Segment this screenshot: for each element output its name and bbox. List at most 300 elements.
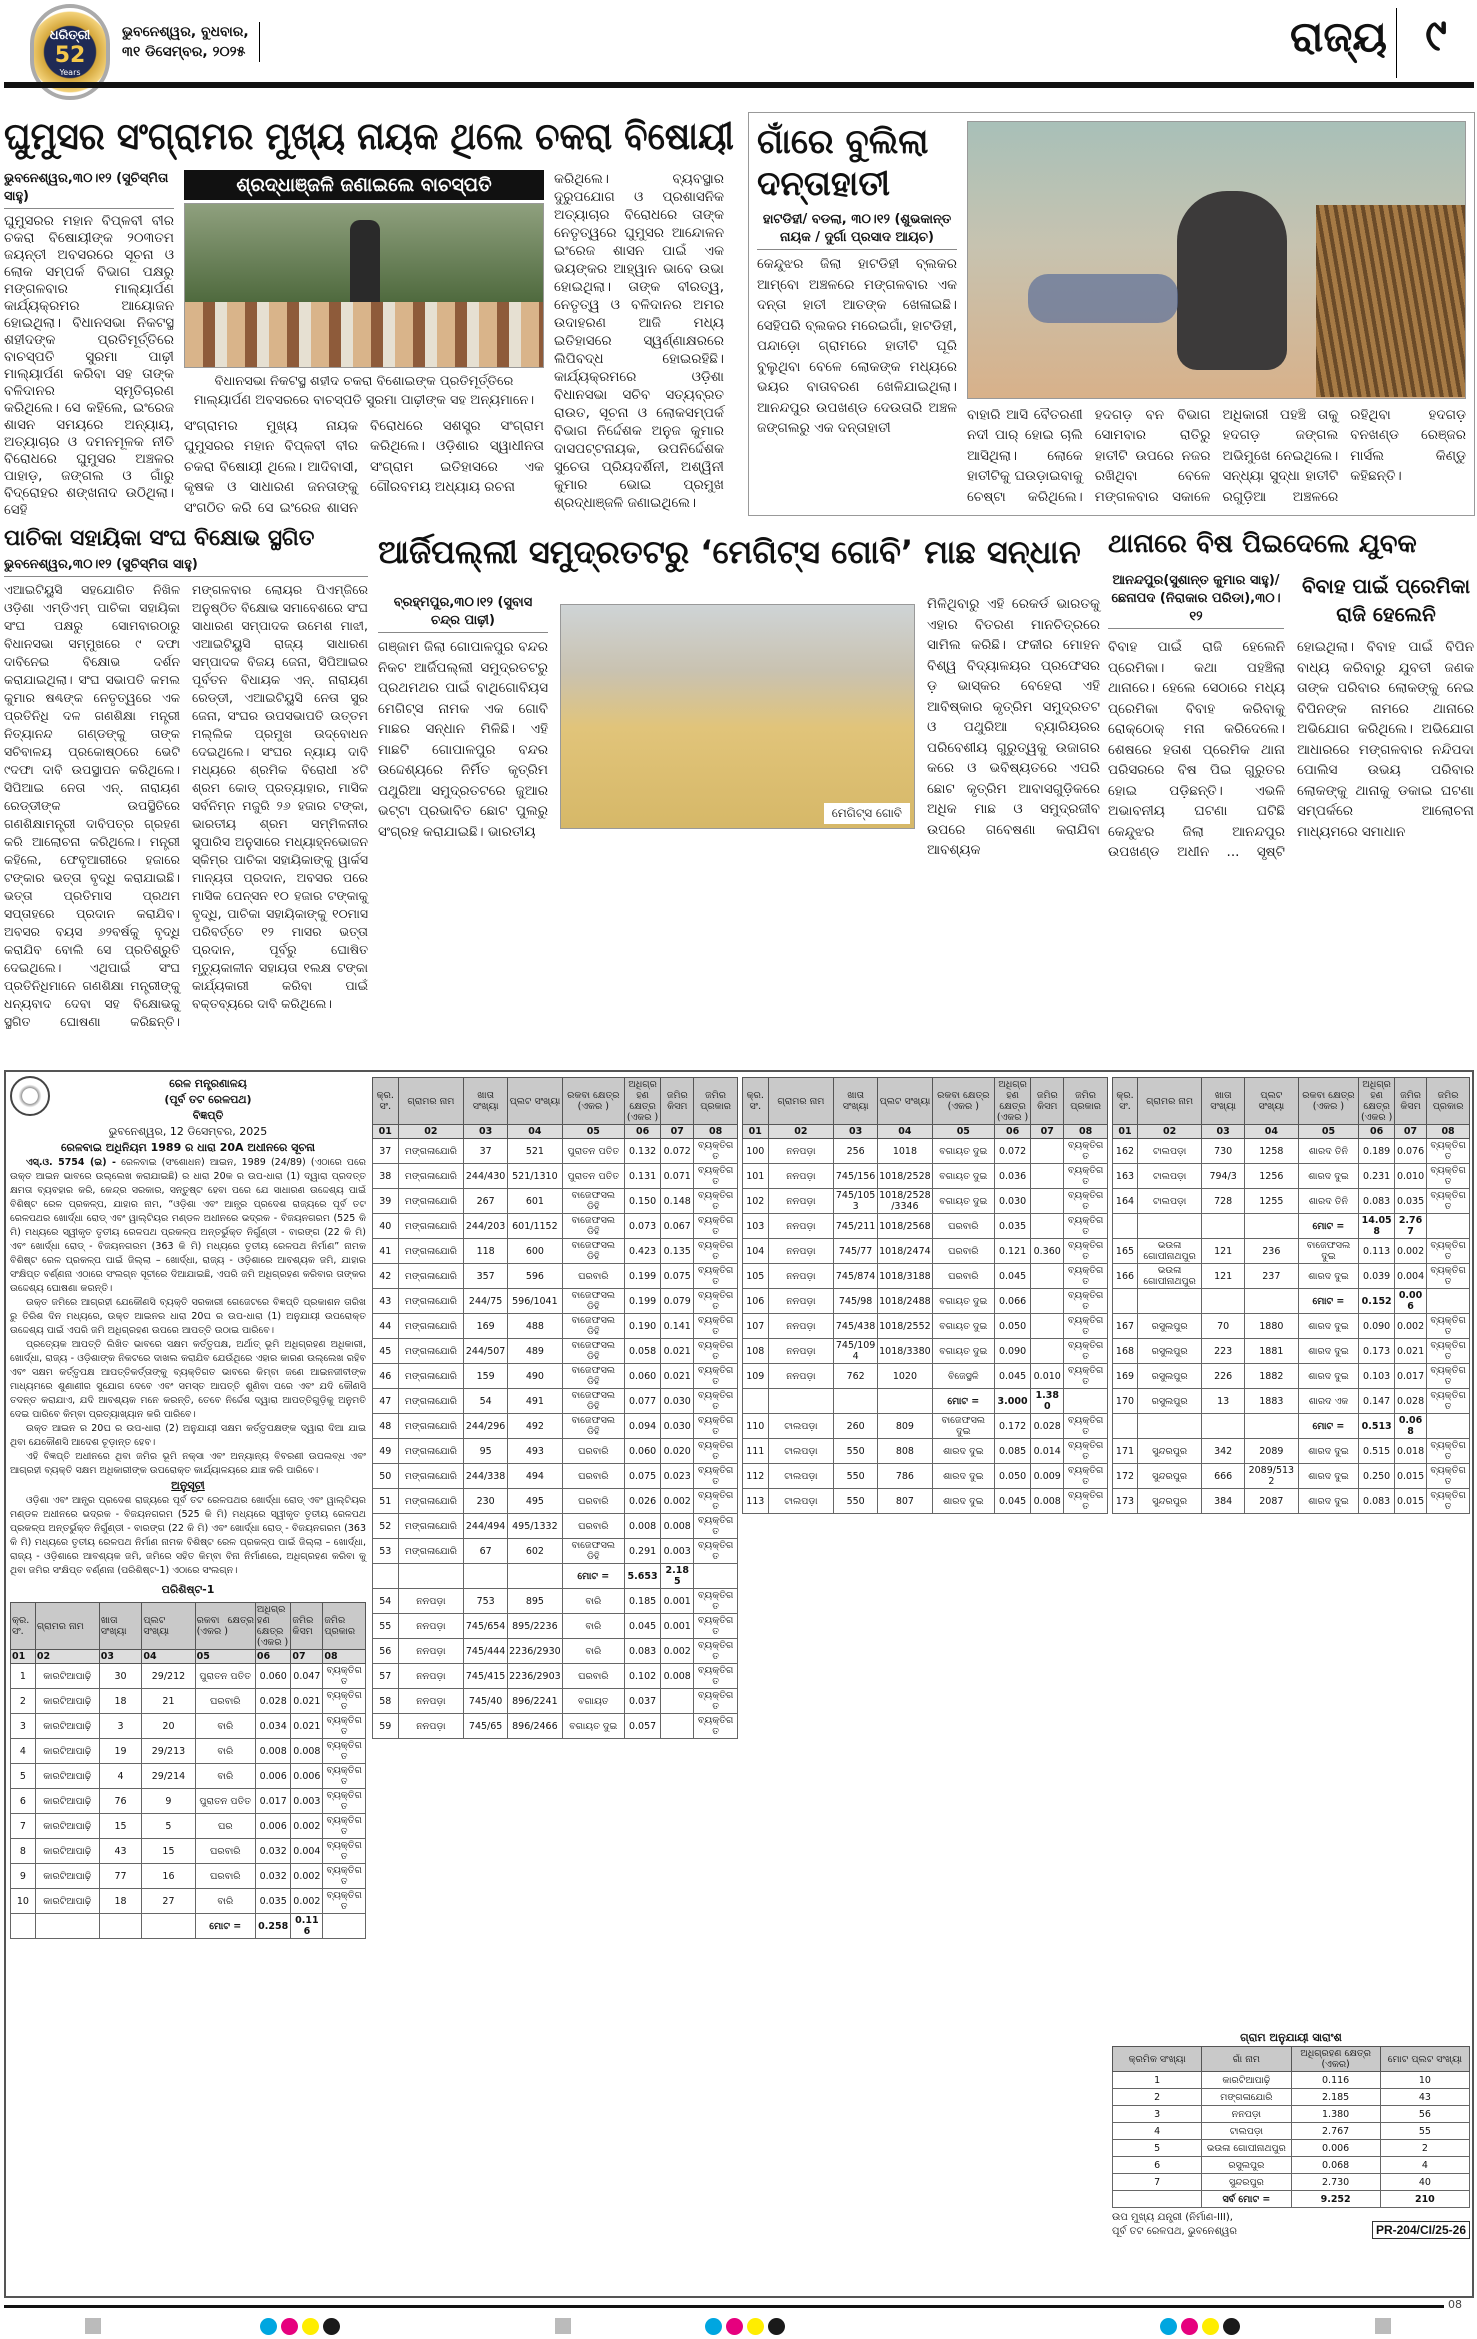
table-cell: ବାଜେଫସଲ ଦୁଇ [1298, 1239, 1359, 1264]
table-cell: ନନପଡ଼ା [398, 1714, 464, 1739]
table-cell: ପୁରାତନ ପତିତ [562, 1139, 624, 1164]
masthead [0, 0, 1477, 90]
column-header: ପ୍ଲଟ ସଂଖ୍ୟା [878, 1078, 933, 1125]
table-cell: ବ୍ୟକ୍ତିଗତ [1427, 1264, 1470, 1289]
table-cell: 0.045 [624, 1614, 661, 1639]
table-cell: ଶାରଦ ଦୁଇ [932, 1489, 994, 1514]
table-cell: 0.085 [994, 1439, 1031, 1464]
table-cell [1427, 1289, 1470, 1314]
table-cell: ବ୍ୟକ୍ତିଗତ [323, 1889, 366, 1914]
table-cell: ବାଜେଫସଲ ଡିହି [562, 1539, 624, 1564]
table-row [373, 1439, 738, 1464]
table-cell: ଘରବାରି [195, 1839, 255, 1864]
table-row [1113, 1239, 1470, 1264]
table-cell: ଘରବାରି [562, 1514, 624, 1539]
table-cell: 2.767 [1394, 1214, 1426, 1239]
table-cell: ବ୍ୟକ୍ତିଗତ [1427, 1389, 1470, 1414]
table-cell: 0.102 [624, 1664, 661, 1689]
table-cell: 236 [1245, 1239, 1299, 1264]
table-cell: 95 [464, 1439, 508, 1464]
table-cell: 7 [1113, 2174, 1202, 2191]
table-cell: 43 [1380, 2089, 1469, 2106]
table-cell: ବ୍ୟକ୍ତିଗତ [694, 1239, 738, 1264]
table-cell: 745/40 [464, 1689, 508, 1714]
ref-code: PR-204/CI/25-26 [1372, 2221, 1470, 2239]
column-number: 08 [694, 1125, 738, 1139]
table-cell: 0.072 [661, 1139, 694, 1164]
column-number: 08 [323, 1650, 366, 1664]
table-cell: 2236/2903 [508, 1664, 563, 1689]
table-cell: 601/1152 [508, 1214, 563, 1239]
table-cell: ସୁନ୍ଦରପୁର [1137, 1489, 1201, 1514]
table-cell: 47 [373, 1389, 399, 1414]
table-cell: 6 [1113, 2157, 1202, 2174]
table-cell: ବ୍ୟକ୍ତିଗତ [323, 1689, 366, 1714]
table-cell: ନନପଡ଼ା [768, 1189, 834, 1214]
table-cell: ମଙ୍ଗଳାଯୋରି [398, 1164, 464, 1189]
cook-body: ଏଆଇଟିୟୁସି ସହଯୋଗିତ ନିଖିଳ ଓଡ଼ିଶା ଏମ୍‌ଡିଏମ୍ ପାଚିକା ସହାୟିକା ସଂଘ ପକ୍ଷରୁ ସୋମବାରଠାରୁ ବିଧାନସଭା ସମ୍ମୁଖରେ ୯ ଦଫା ଦାବିନେଇ ବିକ୍ଷୋଭ ଦର୍ଶନ କରାଯାଇଥିଲା। ସଂଘ ସଭାପତି କମଲ କୁମାର ଷଣ୍ଢଙ୍କ ନେତୃତ୍ୱରେ ଏକ ପ୍ରତିନିଧି ଦଳ ଗଣଶିକ୍ଷା ମନ୍ତ୍ରୀ ନିତ୍ୟାନନ୍ଦ ଗଣ୍ଡଙ୍କୁ ତାଙ୍କ ସଚିବାଳୟ ପ୍ରକୋଷ୍ଠରେ ଭେଟି ୯ଦଫା ଦାବି ଉପସ୍ଥାପନ କରିଥିଲେ। ସିପିଆଇ ନେତା ଏନ୍. ନାରାୟଣ ରେଡ୍ଡୀଙ୍କ ଉପସ୍ଥିତିରେ ଗଣଶିକ୍ଷାମନ୍ତ୍ରୀ ଦାବିପତ୍ର ଗ୍ରହଣ କରି ଆଲୋଚନା କରିଥିଲେ। ମନ୍ତ୍ରୀ କହିଲେ, ଫେବୃଆରୀରେ ହଜାରେ ଟଙ୍କାର ଭତ୍ତା ବୃଦ୍ଧି କରାଯାଇଛି। ଭତ୍ତା ପ୍ରତିମାସ ପ୍ରଥମ ସପ୍ତାହରେ ପ୍ରଦାନ କରାଯିବ। ଅବସର ବୟସ ୬୨ବର୍ଷକୁ ବୃଦ୍ଧି କରାଯିବ ବୋଲି ସେ ପ୍ରତିଶ୍ରୁତି ଦେଇଥିଲେ। ଏଥିପାଇଁ ସଂଘ ପ୍ରତିନିଧିମାନେ ଗଣଶିକ୍ଷା ମନ୍ତ୍ରୀଙ୍କୁ ଧନ୍ୟବାଦ ଦେବା ସହ ବିକ୍ଷୋଭକୁ ସ୍ଥଗିତ ଘୋଷଣା କରିଛନ୍ତି। ମଙ୍ଗଳବାର ଲୋୟର ପିଏମ୍‌ଜିରେ ଅନୁଷ୍ଠିତ ବିକ୍ଷୋଭ ସମାବେଶରେ ସଂଘ ସାଧାରଣ ସମ୍ପାଦକ ଉମେଶ ମାଝୀ, ଏଆଇଟିୟୁସି ରାଜ୍ୟ ସାଧାରଣ ସମ୍ପାଦକ ବିଜୟ ଜେନା, ସିପିଆଇର ପୂର୍ବତନ ବିଧାୟକ ଏନ୍. ନାରାୟଣ ରେଡ୍ଡୀ, ଏଆଇଟିୟୁସି ନେତା ସୁର ଜେନା, ସଂଘର ଉପସଭାପତି ଉତ୍ତମ ମଲ୍ଲିକ ପ୍ରମୁଖ ଉଦ୍‌ବୋଧନ ଦେଇଥିଲେ। ସଂଘର ନ୍ୟାୟ ଦାବି ମଧ୍ୟରେ ଶ୍ରମିକ ବିରୋଧୀ ୪ଟି ଶ୍ରମ କୋଡ୍ ପ୍ରତ୍ୟାହାର, ମାସିକ ସର୍ବନିମ୍ନ ମଜୁରି ୨୬ ହଜାର ଟଙ୍କା, ଭାରତୀୟ ଶ୍ରମ ସମ୍ମିଳନୀର ସୁପାରିସ ଅନୁସାରେ ମଧ୍ୟାହ୍ନଭୋଜନ ସ୍କିମ୍‌ର ପାଚିକା ସହାୟିକାଙ୍କୁ ୱାର୍କସ ମାନ୍ୟତା ପ୍ରଦାନ, ଅବସର ପରେ ମାସିକ ପେନ୍‌ସନ ୧୦ ହଜାର ଟଙ୍କାକୁ ବୃଦ୍ଧି, ପାଚିକା ସହାୟିକାଙ୍କୁ ୧୦ମାସ ପରିବର୍ତ୍ତେ ୧୨ ମାସର ଭତ୍ତା ପ୍ରଦାନ, ପୂର୍ବରୁ ଘୋଷିତ ମୃତ୍ୟୁକାଳୀନ ସହାୟତା ୧ଲକ୍ଷ ଟଙ୍କା କାର୍ଯ୍ୟକାରୀ କରିବା ପାଇଁ ବକ୍ତବ୍ୟରେ ଦାବି କରିଥିଲେ। [4, 582, 368, 1029]
table-cell: ବ୍ୟକ୍ତିଗତ [694, 1664, 738, 1689]
table-cell: 244/430 [464, 1164, 508, 1189]
table-cell: 0.150 [624, 1189, 661, 1214]
table-cell: କାରଟିଆପାଢ଼ି [35, 1839, 99, 1864]
table-cell: 166 [1113, 1264, 1138, 1289]
table-cell: 0.513 [1359, 1414, 1395, 1439]
table-cell: ଶାରଦ ଦୁଇ [1298, 1339, 1359, 1364]
table-cell: 0.045 [994, 1489, 1031, 1514]
column-header: ଗ୍ରାମର ନାମ [1137, 1078, 1201, 1125]
table-cell: 103 [743, 1214, 769, 1239]
table-row [11, 1714, 366, 1739]
table-cell: ନନପଡ଼ା [398, 1589, 464, 1614]
table-cell: ରସୁଲପୁର [1137, 1364, 1201, 1389]
table-row [743, 1139, 1108, 1164]
magenta-dot-icon [1181, 2318, 1198, 2335]
table-cell: 0.002 [661, 1639, 694, 1664]
land-table-4 [1112, 1077, 1470, 1514]
lovers-headline: ଥାନାରେ ବିଷ ପିଇଦେଲେ ଯୁବକ [1108, 529, 1417, 559]
table-cell: 0.003 [291, 1789, 323, 1814]
table-cell: କାରଟିଆପାଢ଼ି [35, 1889, 99, 1914]
table-cell: 0.021 [661, 1364, 694, 1389]
table-cell: 745/415 [464, 1664, 508, 1689]
table-cell: ମଙ୍ଗଳାଯୋରି [398, 1539, 464, 1564]
table-cell: ବ୍ୟକ୍ତିଗତ [1064, 1414, 1108, 1439]
table-cell: ନନପଡ଼ା [1202, 2106, 1291, 2123]
column-number: 07 [291, 1650, 323, 1664]
table-cell [834, 1389, 878, 1414]
table-cell: 121 [1202, 1239, 1245, 1264]
table-row [743, 1289, 1108, 1314]
table-cell: ବ୍ୟକ୍ତିଗତ [694, 1314, 738, 1339]
column-number-row [373, 1125, 738, 1139]
total-row [373, 1564, 738, 1589]
table-cell: 0.009 [1031, 1464, 1064, 1489]
table-cell [1427, 1414, 1470, 1439]
table-cell: 0.135 [661, 1239, 694, 1264]
table-cell: ମଙ୍ଗଳାଯୋରି [398, 1139, 464, 1164]
table-cell [1427, 1214, 1470, 1239]
black-dot-icon [323, 2318, 340, 2335]
table-cell: 745/65 [464, 1714, 508, 1739]
dateline: ଆନନ୍ଦପୁର(ସୁଶାନ୍ତ କୁମାର ସାହୁ)/ ଛେନାପଦ (ନିରାକାର ପରିଡା),୩୦।୧୨ [1108, 572, 1284, 629]
table-cell [398, 1564, 464, 1589]
column-header: ଜମିର ପ୍ରକାର [1427, 1078, 1470, 1125]
table-cell: 244/75 [464, 1289, 508, 1314]
table-cell: 172 [1113, 1464, 1138, 1489]
table-cell: 40 [1380, 2174, 1469, 2191]
table-cell: 165 [1113, 1239, 1138, 1264]
table-cell: 666 [1202, 1464, 1245, 1489]
table-cell: 52 [373, 1514, 399, 1539]
table-cell: 0.002 [1394, 1239, 1426, 1264]
table-cell [1202, 1289, 1245, 1314]
table-cell: 0.172 [994, 1414, 1031, 1439]
dateline: ହାଟଡିହୀ/ ବଡଲା, ୩୦।୧୨ (ଶୁଭକାନ୍ତ ନାୟକ / ଦୁର୍ଗା ପ୍ରସାଦ ଆୟଚ) [757, 211, 957, 250]
table-cell: 30 [99, 1664, 142, 1689]
cyan-dot-icon [1160, 2318, 1177, 2335]
table-cell: 0.094 [624, 1414, 661, 1439]
table-cell: 745/1094 [834, 1339, 878, 1364]
column-number: 03 [834, 1125, 878, 1139]
table-cell: ବଗାୟତ ଦୁଇ [932, 1189, 994, 1214]
table-cell: ବ୍ୟକ୍ତିଗତ [1064, 1489, 1108, 1514]
table-cell: 18 [99, 1689, 142, 1714]
table-cell: 0.141 [661, 1314, 694, 1339]
table-cell: ବ୍ୟକ୍ତିଗତ [694, 1414, 738, 1439]
table-cell: 0.072 [994, 1139, 1031, 1164]
table-cell: 18 [99, 1889, 142, 1914]
table-row [1113, 1389, 1470, 1414]
table-cell: ମଙ୍ଗଳାଯୋରି [398, 1514, 464, 1539]
table-cell: 0.021 [291, 1689, 323, 1714]
table-cell: 2089/5132 [1245, 1464, 1299, 1489]
table-cell: 3.000 [994, 1389, 1031, 1414]
table-row [743, 1264, 1108, 1289]
table-cell: 0.008 [624, 1514, 661, 1539]
table-cell: ବଗାୟତ ଦୁଇ [562, 1714, 624, 1739]
table-row [743, 1439, 1108, 1464]
table-cell: 101 [743, 1164, 769, 1189]
table-cell: 495 [508, 1489, 563, 1514]
table-cell: ବ୍ୟକ୍ତିଗତ [1427, 1439, 1470, 1464]
dateline: ବ୍ରହ୍ମପୁର,୩୦।୧୨ (ସୁବାସ ଚନ୍ଦ୍ର ପାଢ଼ୀ) [378, 594, 548, 633]
table-row [373, 1614, 738, 1639]
table-cell: 67 [464, 1539, 508, 1564]
table-cell: 230 [464, 1489, 508, 1514]
table-cell: 745/654 [464, 1614, 508, 1639]
table-cell: 77 [99, 1864, 142, 1889]
table-cell [1031, 1339, 1064, 1364]
table-cell: 493 [508, 1439, 563, 1464]
table-cell [743, 1389, 769, 1414]
table-cell: ବ୍ୟକ୍ତିଗତ [1427, 1364, 1470, 1389]
table-cell: ବ୍ୟକ୍ତିଗତ [1427, 1339, 1470, 1364]
table-cell: ଭଉଳା ଗୋପୀନାଥପୁର [1202, 2140, 1291, 2157]
table-cell: 169 [464, 1314, 508, 1339]
table-cell: କାରଟିଆପାଢ଼ି [35, 1689, 99, 1714]
table-cell: ନନପଡ଼ା [768, 1139, 834, 1164]
column-number-row [743, 1125, 1108, 1139]
table-row [743, 1414, 1108, 1439]
land-table [10, 1602, 366, 1939]
table-header-row [373, 1078, 738, 1125]
column-header: ରକବା କ୍ଷେତ୍ର (ଏକର ) [1298, 1078, 1359, 1125]
table-cell: 19 [99, 1739, 142, 1764]
table-cell: ବ୍ୟକ୍ତିଗତ [1427, 1489, 1470, 1514]
table-cell: ନନପଡ଼ା [398, 1614, 464, 1639]
table-cell: 1 [11, 1664, 36, 1689]
masthead-rule [4, 82, 1474, 88]
table-cell: 0.199 [624, 1289, 661, 1314]
table-cell: 491 [508, 1389, 563, 1414]
total-row [1113, 1289, 1470, 1314]
table-cell: 56 [373, 1639, 399, 1664]
table-cell: ମଙ୍ଗଳାଯୋରି [1202, 2089, 1291, 2106]
summary-row [1113, 2157, 1470, 2174]
table-row [373, 1464, 738, 1489]
table-cell [1137, 1414, 1201, 1439]
table-cell: 0.060 [624, 1439, 661, 1464]
table-row [1113, 1489, 1470, 1514]
cyan-dot-icon [705, 2318, 722, 2335]
column-number: 04 [878, 1125, 933, 1139]
table-cell: 0.083 [624, 1639, 661, 1664]
table-cell: 0.231 [1359, 1164, 1395, 1189]
table-cell: 762 [834, 1364, 878, 1389]
elephant-headline: ଗାଁରେ ବୁଲିଲା ଦନ୍ତାହାତୀ [757, 122, 929, 204]
table-cell: 43 [373, 1289, 399, 1314]
table-row [373, 1139, 738, 1164]
table-cell: 0.006 [255, 1814, 291, 1839]
table-row [373, 1314, 738, 1339]
table-cell: 357 [464, 1264, 508, 1289]
fish-photo [560, 604, 915, 829]
table-cell: 601 [508, 1189, 563, 1214]
land-table-3 [742, 1077, 1108, 1514]
table-cell: ମୋଟ = [932, 1389, 994, 1414]
table-row [11, 1664, 366, 1689]
table-cell: 6 [11, 1789, 36, 1814]
column-header: ଜମିର କିସମ [1394, 1078, 1426, 1125]
table-cell: 1256 [1245, 1164, 1299, 1189]
table-cell: 244/507 [464, 1339, 508, 1364]
table-cell: ବ୍ୟକ୍ତିଗତ [323, 1739, 366, 1764]
table-row [743, 1214, 1108, 1239]
table-cell: 54 [464, 1389, 508, 1414]
table-row [1113, 1139, 1470, 1164]
table-cell: ରସୁଲପୁର [1137, 1314, 1201, 1339]
table-cell: 171 [1113, 1439, 1138, 1464]
table-cell: 0.006 [255, 1764, 291, 1789]
table-cell: ଟାଲପଡ଼ା [1137, 1189, 1201, 1214]
column-header: ମୋଟ ପ୍ଲଟ ସଂଖ୍ୟା [1380, 2047, 1469, 2072]
table-cell: ନନପଡ଼ା [768, 1214, 834, 1239]
column-number: 03 [99, 1650, 142, 1664]
column-header: ଜମିର ପ୍ରକାର [323, 1603, 366, 1650]
table-cell: 21 [142, 1689, 195, 1714]
table-cell: ବାରି [562, 1589, 624, 1614]
column-header: ଜମିର କିସମ [291, 1603, 323, 1650]
table-cell: ମଙ୍ଗଳାଯୋରି [398, 1264, 464, 1289]
yellow-dot-icon [1202, 2318, 1219, 2335]
table-cell: ବ୍ୟକ୍ତିଗତ [1427, 1239, 1470, 1264]
land-table-1 [10, 1602, 366, 1939]
cook-headline: ପାଚିକା ସହାୟିକା ସଂଘ ବିକ୍ଷୋଭ ସ୍ଥଗିତ [4, 526, 315, 551]
column-header: ଗ୍ରାମର ନାମ [768, 1078, 834, 1125]
table-cell: 0.002 [291, 1864, 323, 1889]
fish-story [378, 522, 1100, 1034]
notice-text: ରେଳ ମନ୍ତ୍ରଣାଳୟ (ପୂର୍ବ ତଟ ରେଳପଥ) ବିଜ୍ଞପ୍ତି ଭୁବନେଶ୍ୱର, 12 ଡିସେମ୍ବର, 2025 ରେଳବାଇ ଅଧିନିୟମ 1989 ର ଧାରା 20A ଅଧୀନରେ ସୂଚନା ଏସ୍.ଓ. 5754 (ଇ) - ରେଳବାଇ (ସଂଶୋଧନ) ଆଇନ, 1989 (24/89) (ଏଠାରେ ପରେ ଉକ୍ତ ଆଇନ ଭାବରେ ଉଲ୍ଲେଖ କରାଯାଇଛି) ର ଧାରା 20କ ର ଉପ-ଧାରା (1) ଦ୍ୱାରା ପ୍ରଦତ୍ତ କ୍ଷମତା ବ୍ୟବହାର କରି, କେନ୍ଦ୍ର ସରକାର, ସନ୍ତୁଷ୍ଟ ହେବା ପରେ ଯେ ସାଧାରଣ ଉଦ୍ଦେଶ୍ୟ ପାଇଁ ବିଶିଷ୍ଟ ରେଳ ପ୍ରକଳ୍ପ, ଯାହାର ନାମ, “ଓଡ଼ିଶା ଏବଂ ଆନ୍ଧ୍ର ପ୍ରଦେଶ ରାଜ୍ୟରେ ପୂର୍ବ ତଟ ରେଳପଥର ଖୋର୍ଦ୍ଧା ରୋଡ୍ ଏବଂ ୱାଲ୍ଟିୟର ମଣ୍ଡଳ ଅଧୀନରେ ଭଦ୍ରକ - ବିଜୟନଗରମ (525 କି ମି) ମଧ୍ୟରେ ସ୍ୱୀକୃତ ତୃତୀୟ ରେଳପଥ ପ୍ରକଳ୍ପ ଅନ୍ତର୍ଭୁକ୍ତ ନିର୍ଗୁଣ୍ଡୀ - ବାରଙ୍ଗ (22 କି ମି) ଏବଂ ଖୋର୍ଦ୍ଧା ରୋଡ୍ - ବିଜୟନଗରମ (363 କି ମି) ମଧ୍ୟରେ ତୃତୀୟ ରେଳପଥ ନିର୍ମାଣ” ନାମକ ବିଶିଷ୍ଟ ରେଳ ପ୍ରକଳ୍ପ ପାଇଁ ଜିଲ୍ଲା – ଖୋର୍ଦ୍ଧା, ରାଜ୍ୟ - ଓଡ଼ିଶାରେ ଆବଶ୍ୟକ ଜମି, ଯାହାର ସଂକ୍ଷିପ୍ତ ବର୍ଣ୍ଣନା ଏଠାରେ ସଂଲଗ୍ନ ସୂଚୀରେ ଦିଆଯାଇଛି, ଏପରି ଜମି ଅଧିଗ୍ରହଣ କରିବାର ତାଙ୍କର ଉଦ୍ଦେଶ୍ୟ ଘୋଷଣା କରନ୍ତି। ଉକ୍ତ ଜମିରେ ଆଗ୍ରହୀ ଯେକୌଣସି ବ୍ୟକ୍ତି ସରକାରୀ ଗେଜେଟରେ ବିଜ୍ଞପ୍ତି ପ୍ରକାଶନ ତାରିଖ ରୁ ତିରିଶ ଦିନ ମଧ୍ୟରେ, ଉକ୍ତ ଆଇନର ଧାରା 20ଘ ର ଉପ-ଧାରା (1) ଅନୁଯାୟୀ ଉପରୋକ୍ତ ଉଦ୍ଦେଶ୍ୟ ପାଇଁ ଏପରି ଜମି ଅଧିଗ୍ରହଣ ଉପରେ ଆପତ୍ତି ଉଠାଇ ପାରିବେ। ପ୍ରତ୍ୟେକ ଆପତ୍ତି ଲିଖିତ ଭାବରେ ସକ୍ଷମ କର୍ତ୍ତୃପକ୍ଷ, ଅର୍ଥାତ୍ ଭୂମି ଅଧିଗ୍ରହଣ ଅଧିକାରୀ, ଖୋର୍ଦ୍ଧା, ରାଜ୍ୟ - ଓଡ଼ିଶାଙ୍କ ନିକଟରେ ଦାଖଲ କରାଯିବ ଯେଉଁଥିରେ ଏହାର କାରଣ ଉଲ୍ଲେଖ ରହିବ ଏବଂ ସକ୍ଷମ କର୍ତ୍ତୃପକ୍ଷ ଆପତ୍ତିକର୍ତ୍ତାଙ୍କୁ ବ୍ୟକ୍ତିଗତ ଭାବରେ କିମ୍ବା ଜଣେ ଆଇନଜୀବୀଙ୍କ ମାଧ୍ୟମରେ ଶୁଣାଣୀର ସୁଯୋଗ ଦେବେ ଏବଂ ସମସ୍ତ ଆପତ୍ତି ଶୁଣିବା ପରେ ଏବଂ ଯଦି କୌଣସି ତଦନ୍ତ କରାଯାଏ, ଯଦି ଆବଶ୍ୟକ ମନେ କରନ୍ତି, ତେବେ ନିର୍ଦ୍ଦେଶ ଦ୍ୱାରା ଆପତ୍ତିଗୁଡ଼ିକୁ ଅନୁମତି ଦେଇ ପାରିବେ କିମ୍ବା ପ୍ରତ୍ୟାଖ୍ୟାନ କରି ପାରିବେ। ଉକ୍ତ ଆଇନ ର 20ଘ ର ଉପ-ଧାରା (2) ଅନୁଯାୟୀ ସକ୍ଷମ କର୍ତ୍ତୃପକ୍ଷଙ୍କ ଦ୍ୱାରା ଦିଆ ଯାଇ ଥିବା ଯେକୌଣସି ଆଦେଶ ଚୂଡ଼ାନ୍ତ ହେବ। ଏହି ବିଜ୍ଞପ୍ତି ଅଧୀନରେ ଥିବା ଜମିର ଭୂମି ନକ୍ସା ଏବଂ ଅନ୍ୟାନ୍ୟ ବିବରଣୀ ଉପଲବ୍ଧ ଏବଂ ଆଗ୍ରହୀ ବ୍ୟକ୍ତି ସକ୍ଷମ ଅଧିକାରୀଙ୍କ ଉପରୋକ୍ତ କାର୍ଯ୍ୟାଳୟରେ ଯାଞ୍ଚ କରି ପାରିବେ। ଅନୁସୂଚୀ ଓଡ଼ିଶା ଏବଂ ଆନ୍ଧ୍ର ପ୍ରଦେଶ ରାଜ୍ୟରେ ପୂର୍ବ ତଟ ରେଳପଥର ଖୋର୍ଦ୍ଧା ରୋଡ୍ ଏବଂ ୱାଲ୍ଟିୟର ମଣ୍ଡଳ ଅଧୀନରେ ଭଦ୍ରକ - ବିଜୟନଗରମ (525 କି ମି) ମଧ୍ୟରେ ସ୍ୱୀକୃତ ତୃତୀୟ ରେଳପଥ ପ୍ରକଳ୍ପ ଅନ୍ତର୍ଭୁକ୍ତ ନିର୍ଗୁଣ୍ଡୀ - ବାରଙ୍ଗ (22 କି ମି) ଏବଂ ଖୋର୍ଦ୍ଧା ରୋଡ୍ - ବିଜୟନଗରମ (363 କି ମି) ମଧ୍ୟରେ ତୃତୀୟ ରେଳପଥ ନିର୍ମାଣ ନାମକ ବିଶିଷ୍ଟ ରେଳ ପ୍ରକଳ୍ପ ପାଇଁ ଜିଲ୍ଲା – ଖୋର୍ଦ୍ଧା, ରାଜ୍ୟ - ଓଡ଼ିଶାରେ ଆବଶ୍ୟକ ଜମି, ଜମିରେ ସହିତ କିମ୍ବା ବିନା ନିର୍ମାଣରେ, ଅଧିଗ୍ରହଣ କରିବା କୁ ଥିବା ଜମିର ସଂକ୍ଷିପ୍ତ ବର୍ଣ୍ଣନା (ପରିଶିଷ୍ଟ-1) ଏଠାରେ ସଂଲଗ୍ନ। ପରିଶିଷ୍ଟ-1 କ୍ର. ସଂ. ଗ୍ରାମର ନାମ ଖାତା ସଂଖ୍ୟା ପ୍ଲଟ ସଂଖ୍ୟା ରକବା କ୍ଷେତ୍ର (ଏକର ) ଅଧିଗ୍ରହଣ କ୍ଷେତ୍ର (ଏକର ) ଜମିର କିସମ ଜମିର ପ୍ରକାର 01 02 03 04 05 06 07 08 1 କାରଟିଆପାଢ଼ି 30 29/212 ପୁରାତନ ପତିତ 0.060 0.047 ବ୍ୟକ୍ତିଗତ 2 କାରଟିଆପାଢ଼ି 18 21 ଘରବାରି 0.028 0.021 ବ୍ୟକ୍ତିଗତ 3 କାରଟିଆପାଢ଼ି 3 20 ବାରି 0.034 0.021 ବ୍ୟକ୍ତିଗତ 4 କାରଟିଆପାଢ଼ି 19 29/213 ବାରି 0.008 0.008 ବ୍ୟକ୍ତିଗତ 5 କାରଟିଆପାଢ଼ି 4 29/214 ବାରି 0.006 0.006 ବ୍ୟକ୍ତିଗତ 6 କାରଟିଆପାଢ଼ି 76 9 ପୁରାତନ ପତିତ 0.017 0.003 ବ୍ୟକ୍ତିଗତ 7 କାରଟିଆପାଢ଼ି 15 5 ଘର 0.006 0.002 ବ୍ୟକ୍ତିଗତ 8 କାରଟିଆପାଢ଼ି 43 15 ଘରବାରି 0.032 0.004 ବ୍ୟକ୍ତିଗତ 9 କାରଟିଆପାଢ଼ି 77 16 ଘରବାରି 0.032 0.002 ବ୍ୟକ୍ତିଗତ 10 କାରଟିଆପାଢ଼ି 18 27 ବାରି 0.035 0.002 ବ୍ୟକ୍ତିଗତ ମୋଟ = 0.258 0.116 [10, 1077, 366, 1937]
table-cell [1245, 1289, 1299, 1314]
table-cell: କାରଟିଆପାଢ଼ି [35, 1664, 99, 1689]
table-row [373, 1239, 738, 1264]
table-cell: 1018/2568 [878, 1214, 933, 1239]
table-cell: 0.021 [661, 1339, 694, 1364]
table-cell: 745/156 [834, 1164, 878, 1189]
table-row [373, 1214, 738, 1239]
table-cell: ବ୍ୟକ୍ତିଗତ [694, 1214, 738, 1239]
table-cell: 0.006 [1291, 2140, 1380, 2157]
table-cell: 0.068 [1291, 2157, 1380, 2174]
column-header: ରକବା କ୍ଷେତ୍ର (ଏକର ) [562, 1078, 624, 1125]
column-header: କ୍ରମିକ ସଂଖ୍ୟା [1113, 2047, 1202, 2072]
table-cell: ବାଜେଫସଲ ଦୁଇ [932, 1414, 994, 1439]
table-cell: 38 [373, 1164, 399, 1189]
table-cell [508, 1564, 563, 1589]
table-cell: 112 [743, 1464, 769, 1489]
table-cell: 0.026 [624, 1489, 661, 1514]
table-cell: ବାଜେଫସଲ ଡିହି [562, 1339, 624, 1364]
table-cell: 5.653 [624, 1564, 661, 1589]
column-header: ଗ୍ରାମର ନାମ [398, 1078, 464, 1125]
table-cell: 808 [878, 1439, 933, 1464]
column-number-row [1113, 1125, 1470, 1139]
table-cell: 42 [373, 1264, 399, 1289]
table-cell: 4 [99, 1764, 142, 1789]
table-cell: 0.002 [291, 1889, 323, 1914]
table-row [373, 1489, 738, 1514]
table-cell: 0.010 [1394, 1164, 1426, 1189]
table-cell: ବ୍ୟକ୍ତିଗତ [1064, 1339, 1108, 1364]
table-cell: ବ୍ୟକ୍ତିଗତ [694, 1339, 738, 1364]
table-cell: 0.030 [994, 1189, 1031, 1214]
table-cell: 1018/2552 [878, 1314, 933, 1339]
table-cell: 0.116 [291, 1914, 323, 1939]
table-cell: ବଗାୟତ ଦୁଇ [932, 1314, 994, 1339]
table-cell: 0.147 [1359, 1389, 1395, 1414]
table-cell: 244/338 [464, 1464, 508, 1489]
table-cell: ବ୍ୟକ୍ତିଗତ [1064, 1439, 1108, 1464]
table-row [743, 1464, 1108, 1489]
table-row [743, 1239, 1108, 1264]
footer-rule [4, 2305, 1444, 2308]
table-cell: 0.020 [661, 1439, 694, 1464]
table-header-row [11, 1603, 366, 1650]
table-cell: 0.045 [994, 1364, 1031, 1389]
table-cell: 384 [1202, 1489, 1245, 1514]
lovers-body: ବିବାହ ପାଇଁ ରାଜି ହେଲେନି ପ୍ରେମିକା। କଥା ପହଞ୍ଚିଲା ଥାନାରେ। ହେଲେ ସେଠାରେ ମଧ୍ୟ ପ୍ରେମିକା ବିବାହ କରିବାକୁ ରୋକ୍‌ଠୋକ୍ ମନା କରିଦେଲେ। ଶେଷରେ ହତାଶ ପ୍ରେମିକ ଥାନା ପରିସରରେ ବିଷ ପିଇ ଗୁରୁତର ହୋଇ ପଡ଼ିଛନ୍ତି। ଏଭଳି ଅଭାବନୀୟ ଘଟଣା ଘଟିଛି କେନ୍ଦୁଝର ଜିଲା ଆନନ୍ଦପୁର ଉପଖଣ୍ଡ ଅଧୀନ ... ସୃଷ୍ଟି ହୋଇଥିଲା। ବିବାହ ପାଇଁ ବିପିନ ବାଧ୍ୟ କରିବାରୁ ଯୁବତୀ ଜଣକ ତାଙ୍କ ପରିବାର ଲୋକଙ୍କୁ ନେଇ ବିପିନଙ୍କ ନାମରେ ଥାନାରେ ଅଭିଯୋଗ କରିଥିଲେ। ଅଭିଯୋଗ ଆଧାରରେ ମଙ୍ଗଳବାର ନନ୍ଦିପଦା ପୋଲିସ ଉଭୟ ପରିବାର ଲୋକଙ୍କୁ ଥାନାକୁ ଡକାଇ ଘଟଣା ସମ୍ପର୍କରେ ଆଲୋଚନା ମାଧ୍ୟମରେ ସମାଧାନ [1108, 639, 1474, 860]
table-cell: ବ୍ୟକ୍ତିଗତ [1427, 1464, 1470, 1489]
table-cell: ବ୍ୟକ୍ତିଗତ [323, 1714, 366, 1739]
table-cell: 108 [743, 1339, 769, 1364]
table-cell: ମୋଟ = [195, 1914, 255, 1939]
magenta-dot-icon [281, 2318, 298, 2335]
table-cell: ପୁରାତନ ପତିତ [562, 1164, 624, 1189]
table-cell: ଶାରଦ ତିନି [1298, 1139, 1359, 1164]
table-cell: ବ୍ୟକ୍ତିଗତ [323, 1814, 366, 1839]
dateline: ଭୁବନେଶ୍ୱର,୩୦।୧୨ (ସୁଚିସ୍ମିତା ସାହୁ) [4, 170, 174, 209]
table-cell: 0.021 [291, 1714, 323, 1739]
table-cell: ଘରବାରି [562, 1464, 624, 1489]
table-cell: 0.018 [1394, 1439, 1426, 1464]
table-cell: 0.003 [661, 1539, 694, 1564]
table-cell [35, 1914, 99, 1939]
table-cell: ନନପଡ଼ା [398, 1664, 464, 1689]
table-cell: 5 [1113, 2140, 1202, 2157]
table-row [373, 1664, 738, 1689]
table-cell: 488 [508, 1314, 563, 1339]
table-cell: କାରଟିଆପାଢ଼ି [35, 1714, 99, 1739]
table-cell: 0.079 [661, 1289, 694, 1314]
table-cell: ଶାରଦ ଦୁଇ [1298, 1164, 1359, 1189]
table-cell: 5 [11, 1764, 36, 1789]
table-cell: 1018/2488 [878, 1289, 933, 1314]
table-cell: 109 [743, 1364, 769, 1389]
table-row [373, 1414, 738, 1439]
table-cell: 1.380 [1291, 2106, 1380, 2123]
table-cell: 15 [99, 1814, 142, 1839]
table-cell: ବ୍ୟକ୍ତିଗତ [1064, 1189, 1108, 1214]
table-cell: କାରଟିଆପାଢ଼ି [35, 1764, 99, 1789]
table-cell: ନନପଡ଼ା [768, 1289, 834, 1314]
table-cell: 1018/2474 [878, 1239, 933, 1264]
table-cell: ମଙ୍ଗଳାଯୋରି [398, 1464, 464, 1489]
table-cell: କାରଟିଆପାଢ଼ି [1202, 2072, 1291, 2089]
land-table-2 [372, 1077, 738, 1739]
table-cell: 39 [373, 1189, 399, 1214]
table-cell: 0.152 [1359, 1289, 1395, 1314]
table-cell: ବାଜେଫସଲ ଡିହି [562, 1239, 624, 1264]
table-cell: 1.380 [1031, 1389, 1064, 1414]
table-cell: ବ୍ୟକ୍ତିଗତ [1427, 1189, 1470, 1214]
table-cell: 2.767 [1291, 2123, 1380, 2140]
table-cell [1031, 1164, 1064, 1189]
table-cell: 0.116 [1291, 2072, 1380, 2089]
table-cell: 0.360 [1031, 1239, 1064, 1264]
table-cell: 54 [373, 1589, 399, 1614]
table-cell: 0.148 [661, 1189, 694, 1214]
table-cell: 2089 [1245, 1439, 1299, 1464]
table-cell: ନନପଡ଼ା [398, 1639, 464, 1664]
table-cell: ବାରି [195, 1889, 255, 1914]
table-cell: 550 [834, 1489, 878, 1514]
table-cell: 730 [1202, 1139, 1245, 1164]
table-cell: ମଙ୍ଗଳାଯୋରି [398, 1489, 464, 1514]
table-cell: ବ୍ୟକ୍ତିଗତ [323, 1839, 366, 1864]
column-number: 01 [743, 1125, 769, 1139]
table-cell: ବ୍ୟକ୍ତିଗତ [1064, 1239, 1108, 1264]
table-cell: ବ୍ୟକ୍ତିଗତ [694, 1714, 738, 1739]
table-cell: 168 [1113, 1339, 1138, 1364]
table-cell: ନନପଡ଼ା [768, 1339, 834, 1364]
table-cell: ମଙ୍ଗଳାଯୋରି [398, 1314, 464, 1339]
table-cell: 1018 [878, 1139, 933, 1164]
table-cell: 0.035 [994, 1214, 1031, 1239]
total-row [1113, 1414, 1470, 1439]
table-cell: କାରଟିଆପାଢ଼ି [35, 1814, 99, 1839]
table-cell: 121 [1202, 1264, 1245, 1289]
